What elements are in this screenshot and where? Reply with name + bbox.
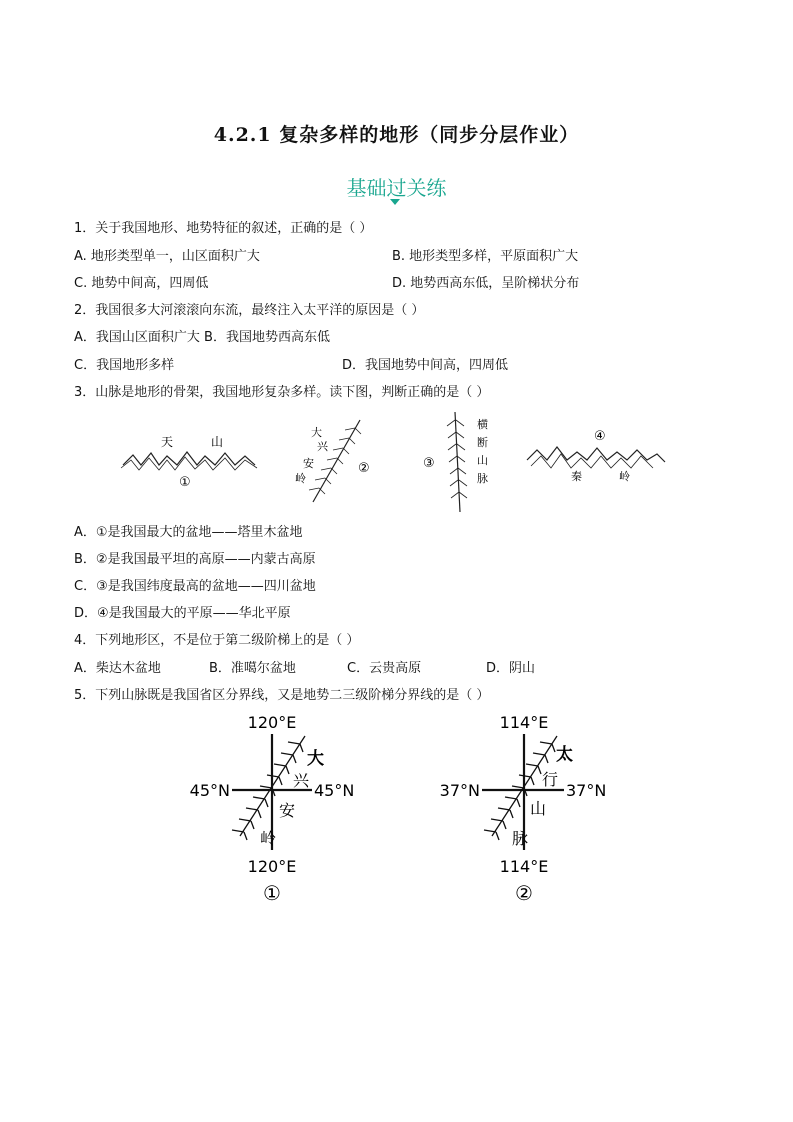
question-2-option-ab: A．我国山区面积广大 B．我国地势西高东低 xyxy=(74,330,330,345)
question-1-option-c: C. 地势中间高，四周低 xyxy=(74,276,209,291)
mountain-3-char: 脉 xyxy=(477,472,488,485)
page-title: 4.2.1 复杂多样的地形（同步分层作业） xyxy=(213,124,580,146)
question-3-option-c: C．③是我国纬度最高的盆地——四川盆地 xyxy=(74,579,316,594)
fig2-lat-right: 37°N xyxy=(566,781,607,800)
mountain-2-char: 大 xyxy=(311,426,322,439)
mountain-1-char: 天 xyxy=(161,435,174,449)
fig2-lon-bottom: 114°E xyxy=(499,857,549,876)
question-1-option-a: A. 地形类型单一，山区面积广大 xyxy=(74,249,260,264)
question-4-stem: 4．下列地形区，不是位于第二级阶梯上的是（ ） xyxy=(74,633,360,648)
section-heading-marker xyxy=(390,199,400,205)
question-5-stem: 5．下列山脉既是我国省区分界线，又是地势二三级阶梯分界线的是（ ） xyxy=(74,688,490,703)
fig1-mark: ① xyxy=(263,881,281,905)
mountain-2-char: 岭 xyxy=(295,472,306,485)
question-3-option-b: B．②是我国最平坦的高原——内蒙古高原 xyxy=(74,552,316,567)
mountain-4-char: 秦 xyxy=(571,470,582,483)
question-1-option-b: B. 地形类型多样，平原面积广大 xyxy=(392,249,579,264)
question-4-option-c: C．云贵高原 xyxy=(347,661,422,676)
mountain-3-char: 断 xyxy=(477,436,488,449)
fig2-lat-left: 37°N xyxy=(439,781,480,800)
fig1-char: 兴 xyxy=(293,771,310,790)
mountain-3-char: 横 xyxy=(477,418,488,431)
question-4-option-a: A．柴达木盆地 xyxy=(74,661,161,676)
mountain-3-hengduan xyxy=(423,412,488,512)
section-heading: 基础过关练 xyxy=(346,176,447,200)
coordinate-figure-2 xyxy=(432,708,612,908)
mountain-4-qinling xyxy=(527,429,665,483)
mountain-2-daxinganling xyxy=(295,420,370,502)
fig1-lat-right: 45°N xyxy=(314,781,355,800)
fig1-char: 安 xyxy=(279,801,296,820)
question-3-option-d: D．④是我国最大的平原——华北平原 xyxy=(74,606,291,621)
mountain-2-mark: ② xyxy=(358,461,370,476)
mountain-1-tianshan xyxy=(121,435,257,490)
question-1-option-d: D. 地势西高东低，呈阶梯状分布 xyxy=(392,276,580,291)
fig1-lat-left: 45°N xyxy=(189,781,230,800)
fig1-lon-bottom: 120°E xyxy=(247,857,297,876)
fig2-char: 脉 xyxy=(512,829,529,848)
fig2-char: 山 xyxy=(530,799,547,818)
mountain-3-mark: ③ xyxy=(423,456,435,471)
coordinate-figure-1 xyxy=(180,708,360,908)
fig2-char: 行 xyxy=(542,770,559,789)
mountain-1-char: 山 xyxy=(211,435,224,449)
fig1-lon-top: 120°E xyxy=(247,713,297,732)
question-1-stem: 1．关于我国地形、地势特征的叙述，正确的是（ ） xyxy=(74,221,373,236)
mountain-2-char: 安 xyxy=(303,457,314,470)
question-2-option-c: C．我国地形多样 xyxy=(74,358,175,373)
mountain-range-figure xyxy=(115,410,675,515)
fig1-char: 岭 xyxy=(260,829,277,848)
question-2-stem: 2．我国很多大河滚滚向东流，最终注入太平洋的原因是（ ） xyxy=(74,303,425,318)
fig2-char: 太 xyxy=(556,745,573,765)
mountain-4-mark: ④ xyxy=(594,429,606,444)
question-4-option-d: D．阴山 xyxy=(486,661,536,676)
mountain-1-mark: ① xyxy=(179,475,191,490)
mountain-2-char: 兴 xyxy=(317,440,328,453)
question-2-option-d: D．我国地势中间高，四周低 xyxy=(342,358,509,373)
fig2-mark: ② xyxy=(515,881,533,905)
question-3-stem: 3．山脉是地形的骨架，我国地形复杂多样。读下图，判断正确的是（ ） xyxy=(74,385,490,400)
question-3-option-a: A．①是我国最大的盆地——塔里木盆地 xyxy=(74,525,303,540)
fig1-char: 大 xyxy=(307,749,324,769)
mountain-3-char: 山 xyxy=(477,454,488,467)
question-4-option-b: B．准噶尔盆地 xyxy=(209,661,296,676)
fig2-lon-top: 114°E xyxy=(499,713,549,732)
mountain-4-char: 岭 xyxy=(619,470,630,483)
